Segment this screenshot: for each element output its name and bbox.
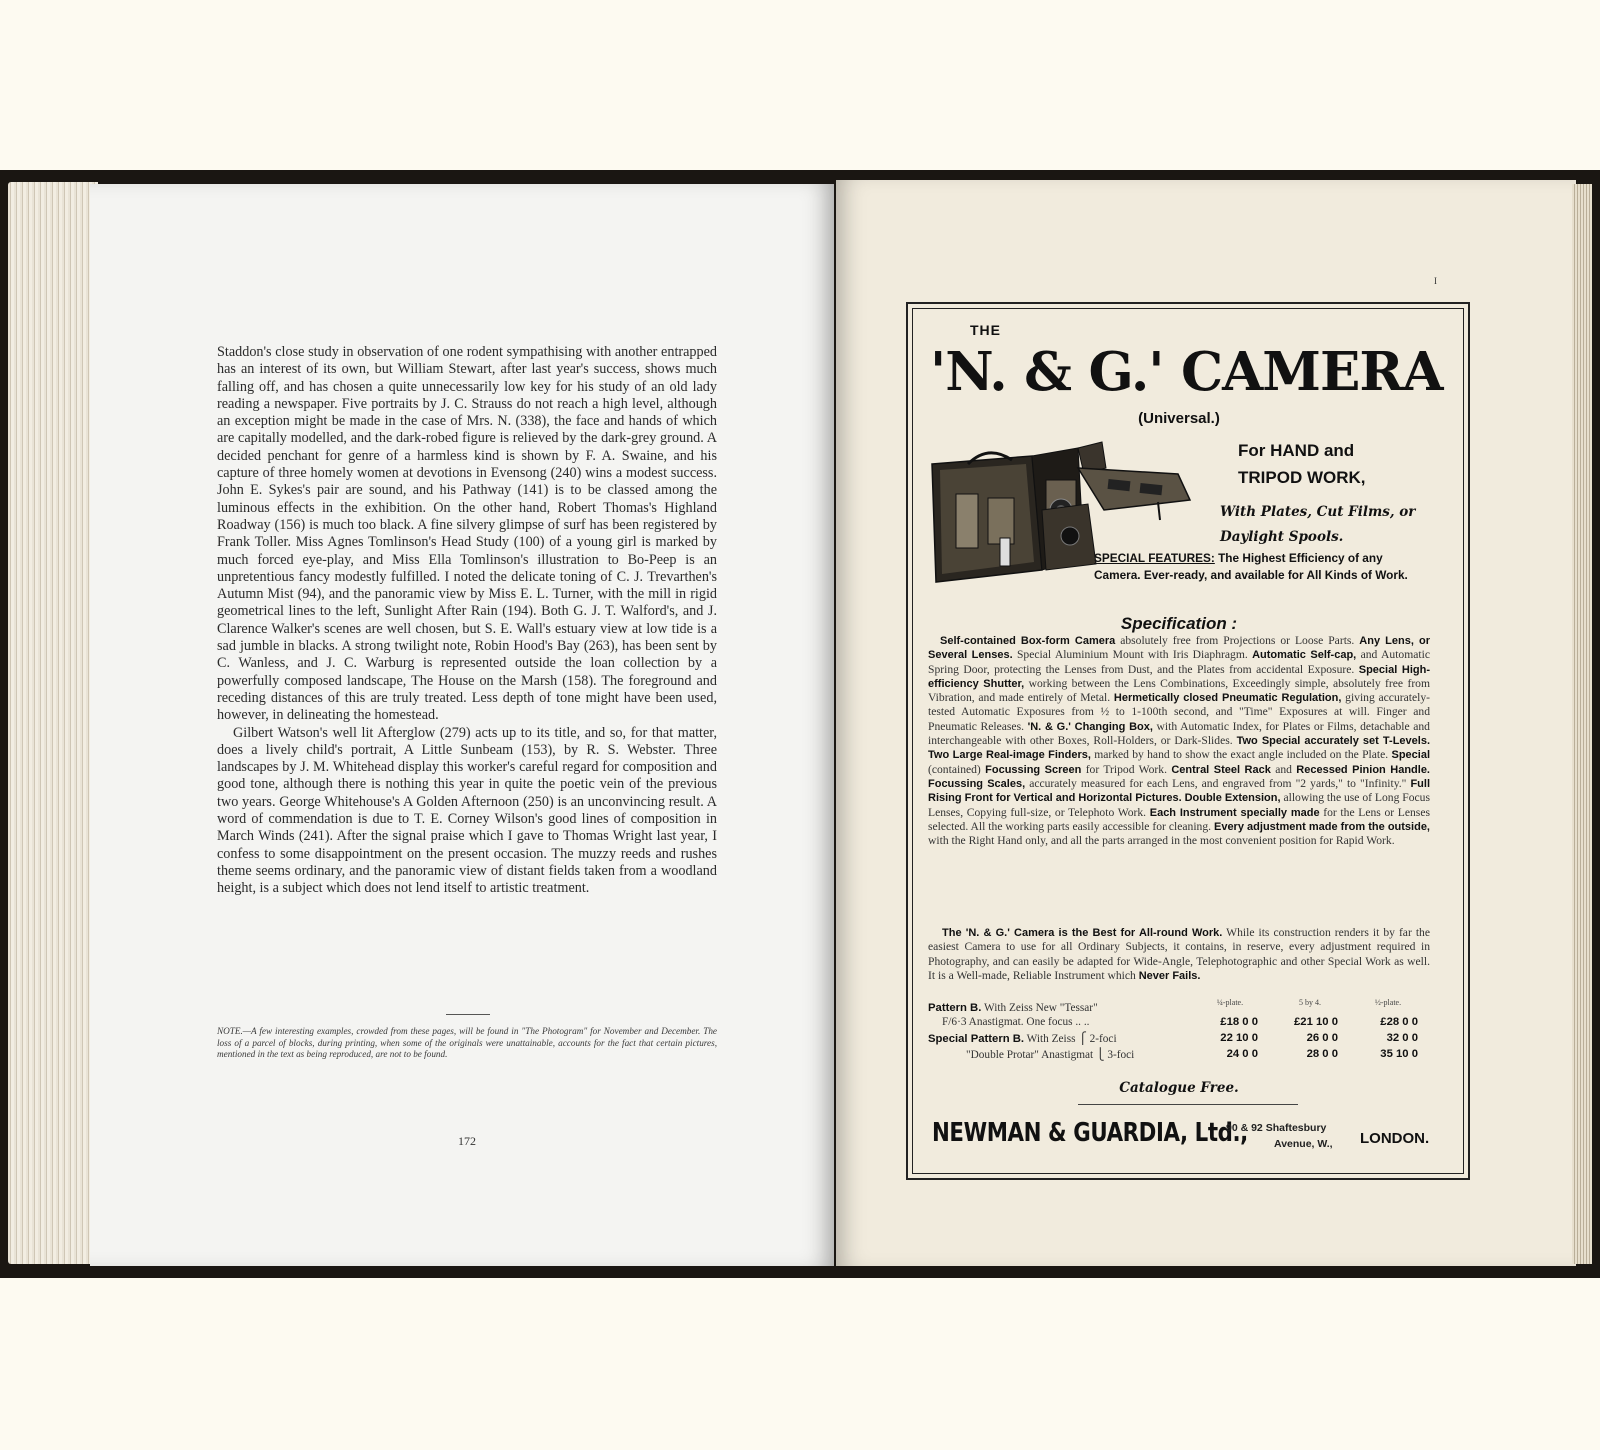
best-text: While its construction renders it by far the easiest Camera to use for all Ordinary Subjects, it contains, in reserve, every adjustment required in Photography, and can easily be adapted for Wide-Angle, Telephotographic and other Special Work as well. It is a Well-made, Reliable Instrument which [928,926,1430,982]
price-header-half: ½-plate. [1374,998,1402,1007]
page-edges-right [1572,184,1592,1264]
spec-feature-12: Focussing Scales, [928,777,1026,790]
section-divider [446,1014,490,1015]
spec-feature-desc-0: absolutely free from Projections or Loose Parts. [1115,634,1360,647]
pattern-b-desc: With Zeiss New "Tessar" [981,1002,1098,1014]
price-header-quarter: ¼-plate. [1216,998,1244,1007]
spec-feature-1: Any Lens, or Several Lenses. [928,635,1431,662]
double-protar-label: "Double Protar" Anastigmat ⎩ 3-foci [966,1049,1135,1061]
firm-city: LONDON. [1360,1130,1430,1147]
for-hand-line2: TRIPOD WORK, [1238,468,1366,487]
special-features-text: The Highest Efficiency of any Camera. Ever-ready, and available for All Kinds of Work. [1094,551,1408,582]
price-half-one-focus: £28 0 0 [1380,1016,1418,1028]
spec-feature-5: 'N. & G.' Changing Box, [1027,720,1153,733]
special-pattern-name: Special Pattern B. [928,1033,1025,1045]
price-5by4-one-focus: £21 10 0 [1294,1016,1338,1028]
spec-feature-desc-15: for the Lens or Lenses selected. All the working parts easily accessible for cleaning. [928,805,1430,833]
price-row-2-foci [928,1032,1436,1048]
ad-for-hand [1238,437,1448,491]
spec-feature-6: Two Special accurately set T-Levels. [1236,735,1430,748]
pattern-b-name: Pattern B. [928,1002,982,1014]
spec-feature-desc-10: and [1270,762,1297,776]
price-half-2-foci: 32 0 0 [1386,1032,1418,1044]
spec-feature-desc-5: with Automatic Index, for Plates or Films, detachable and interchangeable with other Boxes, Roll-Holders, or Dark-Slides. [928,719,1430,748]
price-5by4-2-foci: 26 0 0 [1306,1032,1338,1044]
special-pattern-desc: With Zeiss ⎧ 2-foci [1024,1033,1117,1045]
paragraph-1: Staddon's close study in observation of one rodent sympathising with another entrapped has an interest of its own, but William Stewart, after last year's success, shows much falling off, and has chosen a quite unnecessarily low key for his study of an old lady reading a newspaper. Five portraits by J. C. Strauss do not reach a high level, although an exception might be made in the case of Mrs. N. (338), the face and hands of which are capitally modelled, and the dark-robed figure is relieved by the dark-grey ground. A decided penchant for genre of a harmless kind is shown by F. A. Swaine, and his capture of three homely women at devotions in Evensong (240) wins a modest success. John E. Sykes's pair are sound, and his Pathway (141) is to be classed among the luminous effects in the exhibition. On the other hand, Robert Thomas's Highland Roadway (156) is much too black. A fine silvery glimpse of surf has been registered by Frank Toller. Miss Agnes Tomlinson's Head Study (100) of a young girl is marked by much forced eye-play, and Miss Ella Tomlinson's illustration to Bo-Peep is an unpretentious fancy modestly fulfilled. I noted the delicate toning of C. J. Trevarthen's Autumn Mist (94), and the panoramic view by Miss E. L. Turner, with the mill in rigid geometrical lines to the left, Sunlight After Rain (194). Both G. J. T. Walford's, and J. Clarence Walker's scenes are well chosen, but S. E. Wall's estuary view at low tide is a sad jumble in blacks. A strong twilight note, Robin Hood's Bay (263), has been sent by C. Wanless, and J. C. Warburg is represented outside the loan collection by a powerfully composed landscape, The House on the Marsh (158). The foreground and receding distances of this are truly treated. Less depth of tone might have been used, however, in delineating the homestead. [217,344,717,724]
spec-feature-desc-1: Special Aluminium Mount with Iris Diaphragm. [1012,648,1253,662]
camera-advertisement [906,302,1470,1180]
spec-feature-2: Automatic Self-cap, [1252,649,1357,662]
spec-feature-desc-14: allowing the use of Long Focus Lenses, Copying full-size, or Telephoto Work. [928,791,1430,819]
pattern-b-label [928,1002,1098,1014]
spec-feature-11: Recessed Pinion Handle. [1296,763,1430,776]
price-header-5by4: 5 by 4. [1299,998,1321,1007]
special-features-label: SPECIAL FEATURES: [1094,551,1215,565]
spec-feature-desc-8: (contained) [928,762,986,776]
price-quarter-one-focus: £18 0 0 [1220,1016,1258,1028]
spec-feature-13: Full Rising Front for Vertical and Horizontal Pictures. [928,777,1431,805]
special-pattern-label [928,1032,1117,1045]
spec-feature-desc-16: with the Right Hand only, and all the parts arranged in the most convenient position for Rapid Work. [928,834,1395,848]
spec-feature-desc-12: accurately measured for each Lens, and engraved from "2 yards," to "Infinity." [1025,776,1411,790]
spec-feature-10: Central Steel Rack [1171,763,1271,776]
ad-divider [1078,1104,1298,1105]
best-bold: The 'N. & G.' Camera is the Best for All-round Work. [942,927,1223,939]
spec-feature-3: Special High-efficiency Shutter, [928,663,1430,690]
ad-headline: 'N. & G.' CAMERA [930,341,1443,403]
spec-feature-0: Self-contained Box-form Camera [940,635,1116,647]
spec-feature-8: Special [1391,749,1431,762]
price-5by4-3-foci: 28 0 0 [1306,1048,1338,1060]
spec-feature-14: Double Extension, [1184,792,1281,805]
price-quarter-3-foci: 24 0 0 [1226,1048,1258,1060]
spec-feature-16: Every adjustment made from the outside, [1213,820,1430,833]
ad-universal: (Universal.) [1138,410,1220,427]
spec-feature-desc-9: for Tripod Work. [1081,762,1172,776]
page-number: 172 [458,1134,476,1148]
page-edges-left [8,182,98,1264]
firm-address [1226,1120,1356,1152]
spec-feature-9: Focussing Screen [985,763,1082,776]
ad-with-plates [1220,500,1450,550]
paragraph-2: Gilbert Watson's well lit Afterglow (279) acts up to its title, and so, for that matter, does a lively child's portrait, A Little Sunbeam (153), by R. S. Webster. Three landscapes by J. M. Whitehead display this worker's careful regard for composition and good tone, although there is nothing this year in quite the poetic vein of the previous two years. George Whitehouse's A Golden Afternoon (250) is an unconvincing result. A word of commendation is due to T. E. Corney Wilson's good lines of composition in March Winds (241). After the signal praise which I gave to Thomas Wright last year, I confess to some disappointment on the present occasion. The muzzy reeds and rushes theme seems ordinary, and the panoramic view of distant fields taken from a woodland height, is a subject which does not lend itself to artistic treatment. [217,724,717,897]
firm-name: NEWMAN & GUARDIA, Ltd., [932,1118,1248,1148]
spec-feature-desc-2: and Automatic Spring Door, protecting the Lenses from Dust, and the Plates from accidental Exposure. [928,648,1430,676]
specification-text [928,634,1430,848]
best-end: Never Fails. [1138,969,1201,982]
price-row-3-foci [928,1048,1436,1064]
left-page [90,184,834,1266]
catalogue-free: Catalogue Free. [1119,1080,1239,1096]
spec-feature-15: Each Instrument specially made [1149,806,1320,819]
address-line2: Avenue, W., [1274,1138,1333,1150]
one-focus-label: F/6·3 Anastigmat. One focus .. .. [942,1016,1090,1028]
price-row-one-focus [928,1016,1436,1032]
price-quarter-2-foci: 22 10 0 [1220,1032,1258,1044]
address-line1: 90 & 92 Shaftesbury [1226,1122,1327,1134]
ad-special-features [1094,550,1432,584]
spec-feature-desc-7: marked by hand to show the exact angle included on the Plate. [1090,748,1392,762]
page-number-right: I [1434,276,1437,286]
open-book [0,170,1600,1278]
spec-feature-desc-3: working between the Lens Combinations, Exceedingly simple, absolutely free from Vibration, and made entirely of Metal. [928,676,1430,705]
spec-feature-4: Hermetically closed Pneumatic Regulation, [1113,692,1342,705]
footnote: NOTE.—A few interesting examples, crowded from these pages, will be found in "The Photogram" for November and December. The loss of a parcel of blocks, during printing, when some of the originals were unattainable, accounts for the fact that certain pictures, mentioned in the text as being reproduced, are not to be found. [217,1026,717,1059]
specification-heading: Specification : [1120,614,1238,633]
body-text [217,344,717,898]
spec-feature-7: Two Large Real-image Finders, [928,749,1091,762]
with-plates-line2: Daylight Spools. [1220,529,1344,545]
ad-the: THE [970,322,1001,338]
spec-feature-desc-4: giving accurately-tested Automatic Exposures from ½ to 1-100th second, and "Time" Exposures at will. Finger and Pneumatic Releases. [928,691,1430,733]
with-plates-line1: With Plates, Cut Films, or [1220,504,1416,520]
right-page [836,180,1576,1266]
price-half-3-foci: 35 10 0 [1380,1048,1418,1060]
for-hand-line1: For HAND and [1238,441,1355,460]
ad-best-statement [928,926,1430,983]
